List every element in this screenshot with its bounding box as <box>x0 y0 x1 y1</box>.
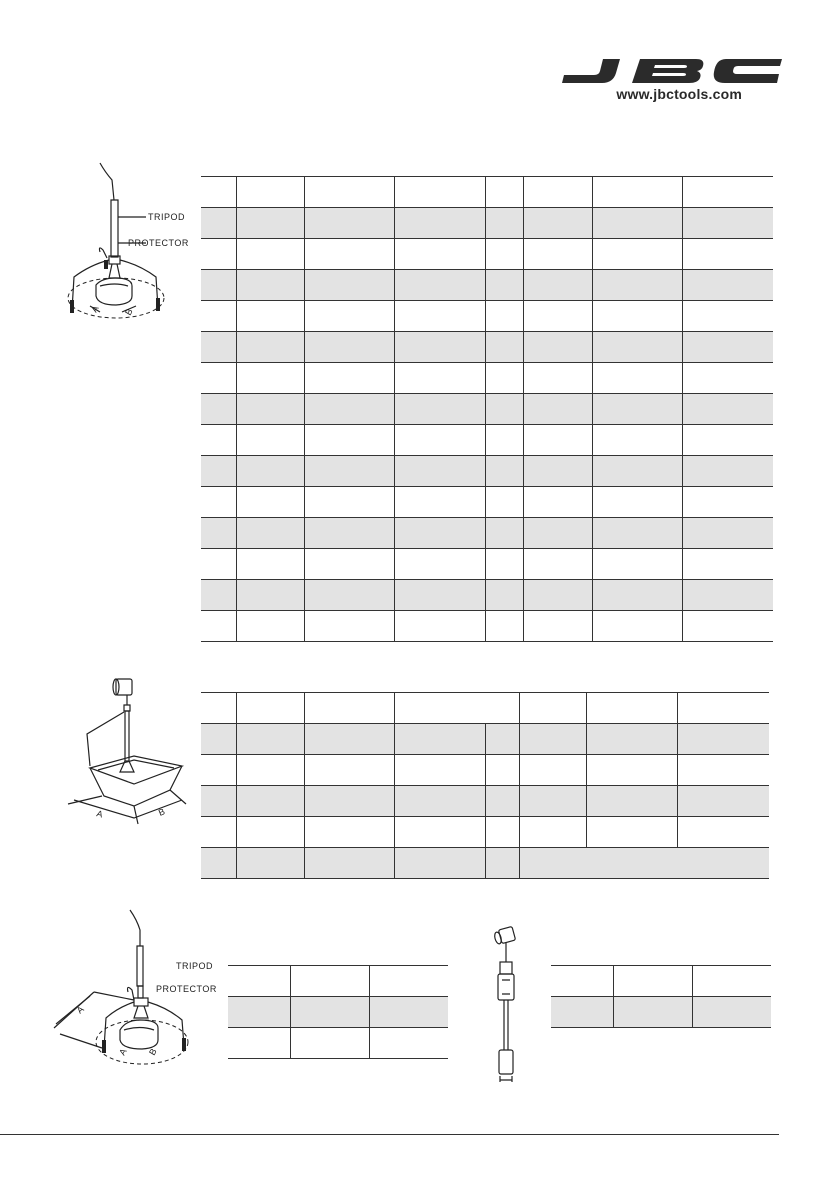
table-row <box>201 332 773 363</box>
table-row <box>201 755 769 786</box>
stand-tray-figure <box>62 672 192 832</box>
table-row <box>201 270 773 301</box>
spec-table-4 <box>551 965 771 1028</box>
jbc-logo <box>556 55 784 85</box>
table-row <box>201 611 773 642</box>
table-row <box>228 1028 448 1059</box>
table-header-row <box>201 177 773 208</box>
table-row <box>201 580 773 611</box>
table-row <box>551 997 771 1028</box>
table-row <box>201 518 773 549</box>
table-row <box>201 817 769 848</box>
table-row <box>201 208 773 239</box>
table-header-row <box>551 966 771 997</box>
dim-b-label-3: B <box>147 1046 159 1057</box>
table-row <box>201 487 773 518</box>
dim-b-label: B <box>123 306 135 317</box>
dim-b-label-2: B <box>157 806 167 818</box>
dim-a-label-3: A <box>74 1004 86 1016</box>
protector-label: PROTECTOR <box>128 238 189 248</box>
dim-a-label: A <box>89 303 101 314</box>
footer-divider <box>0 1134 779 1135</box>
table-row <box>201 239 773 270</box>
table-row <box>201 394 773 425</box>
table-header-row <box>201 693 769 724</box>
spec-table-3 <box>228 965 448 1059</box>
table-row <box>201 848 769 879</box>
dim-a-label-4: A <box>117 1046 129 1057</box>
tripod-label-2: TRIPOD <box>176 961 214 971</box>
extension-figure <box>484 924 534 1084</box>
protector-label-2: PROTECTOR <box>156 984 217 994</box>
website-url[interactable]: www.jbctools.com <box>616 86 742 102</box>
tripod-label: TRIPOD <box>148 212 186 222</box>
spec-table-2 <box>201 692 769 879</box>
table-row <box>228 997 448 1028</box>
spec-table-1 <box>201 176 773 642</box>
table-row <box>201 456 773 487</box>
table-row <box>201 549 773 580</box>
dim-a-label-2: A <box>95 808 104 820</box>
table-row <box>201 363 773 394</box>
table-row <box>201 425 773 456</box>
table-row <box>201 786 769 817</box>
table-header-row <box>228 966 448 997</box>
table-row <box>201 301 773 332</box>
table-row <box>201 724 769 755</box>
